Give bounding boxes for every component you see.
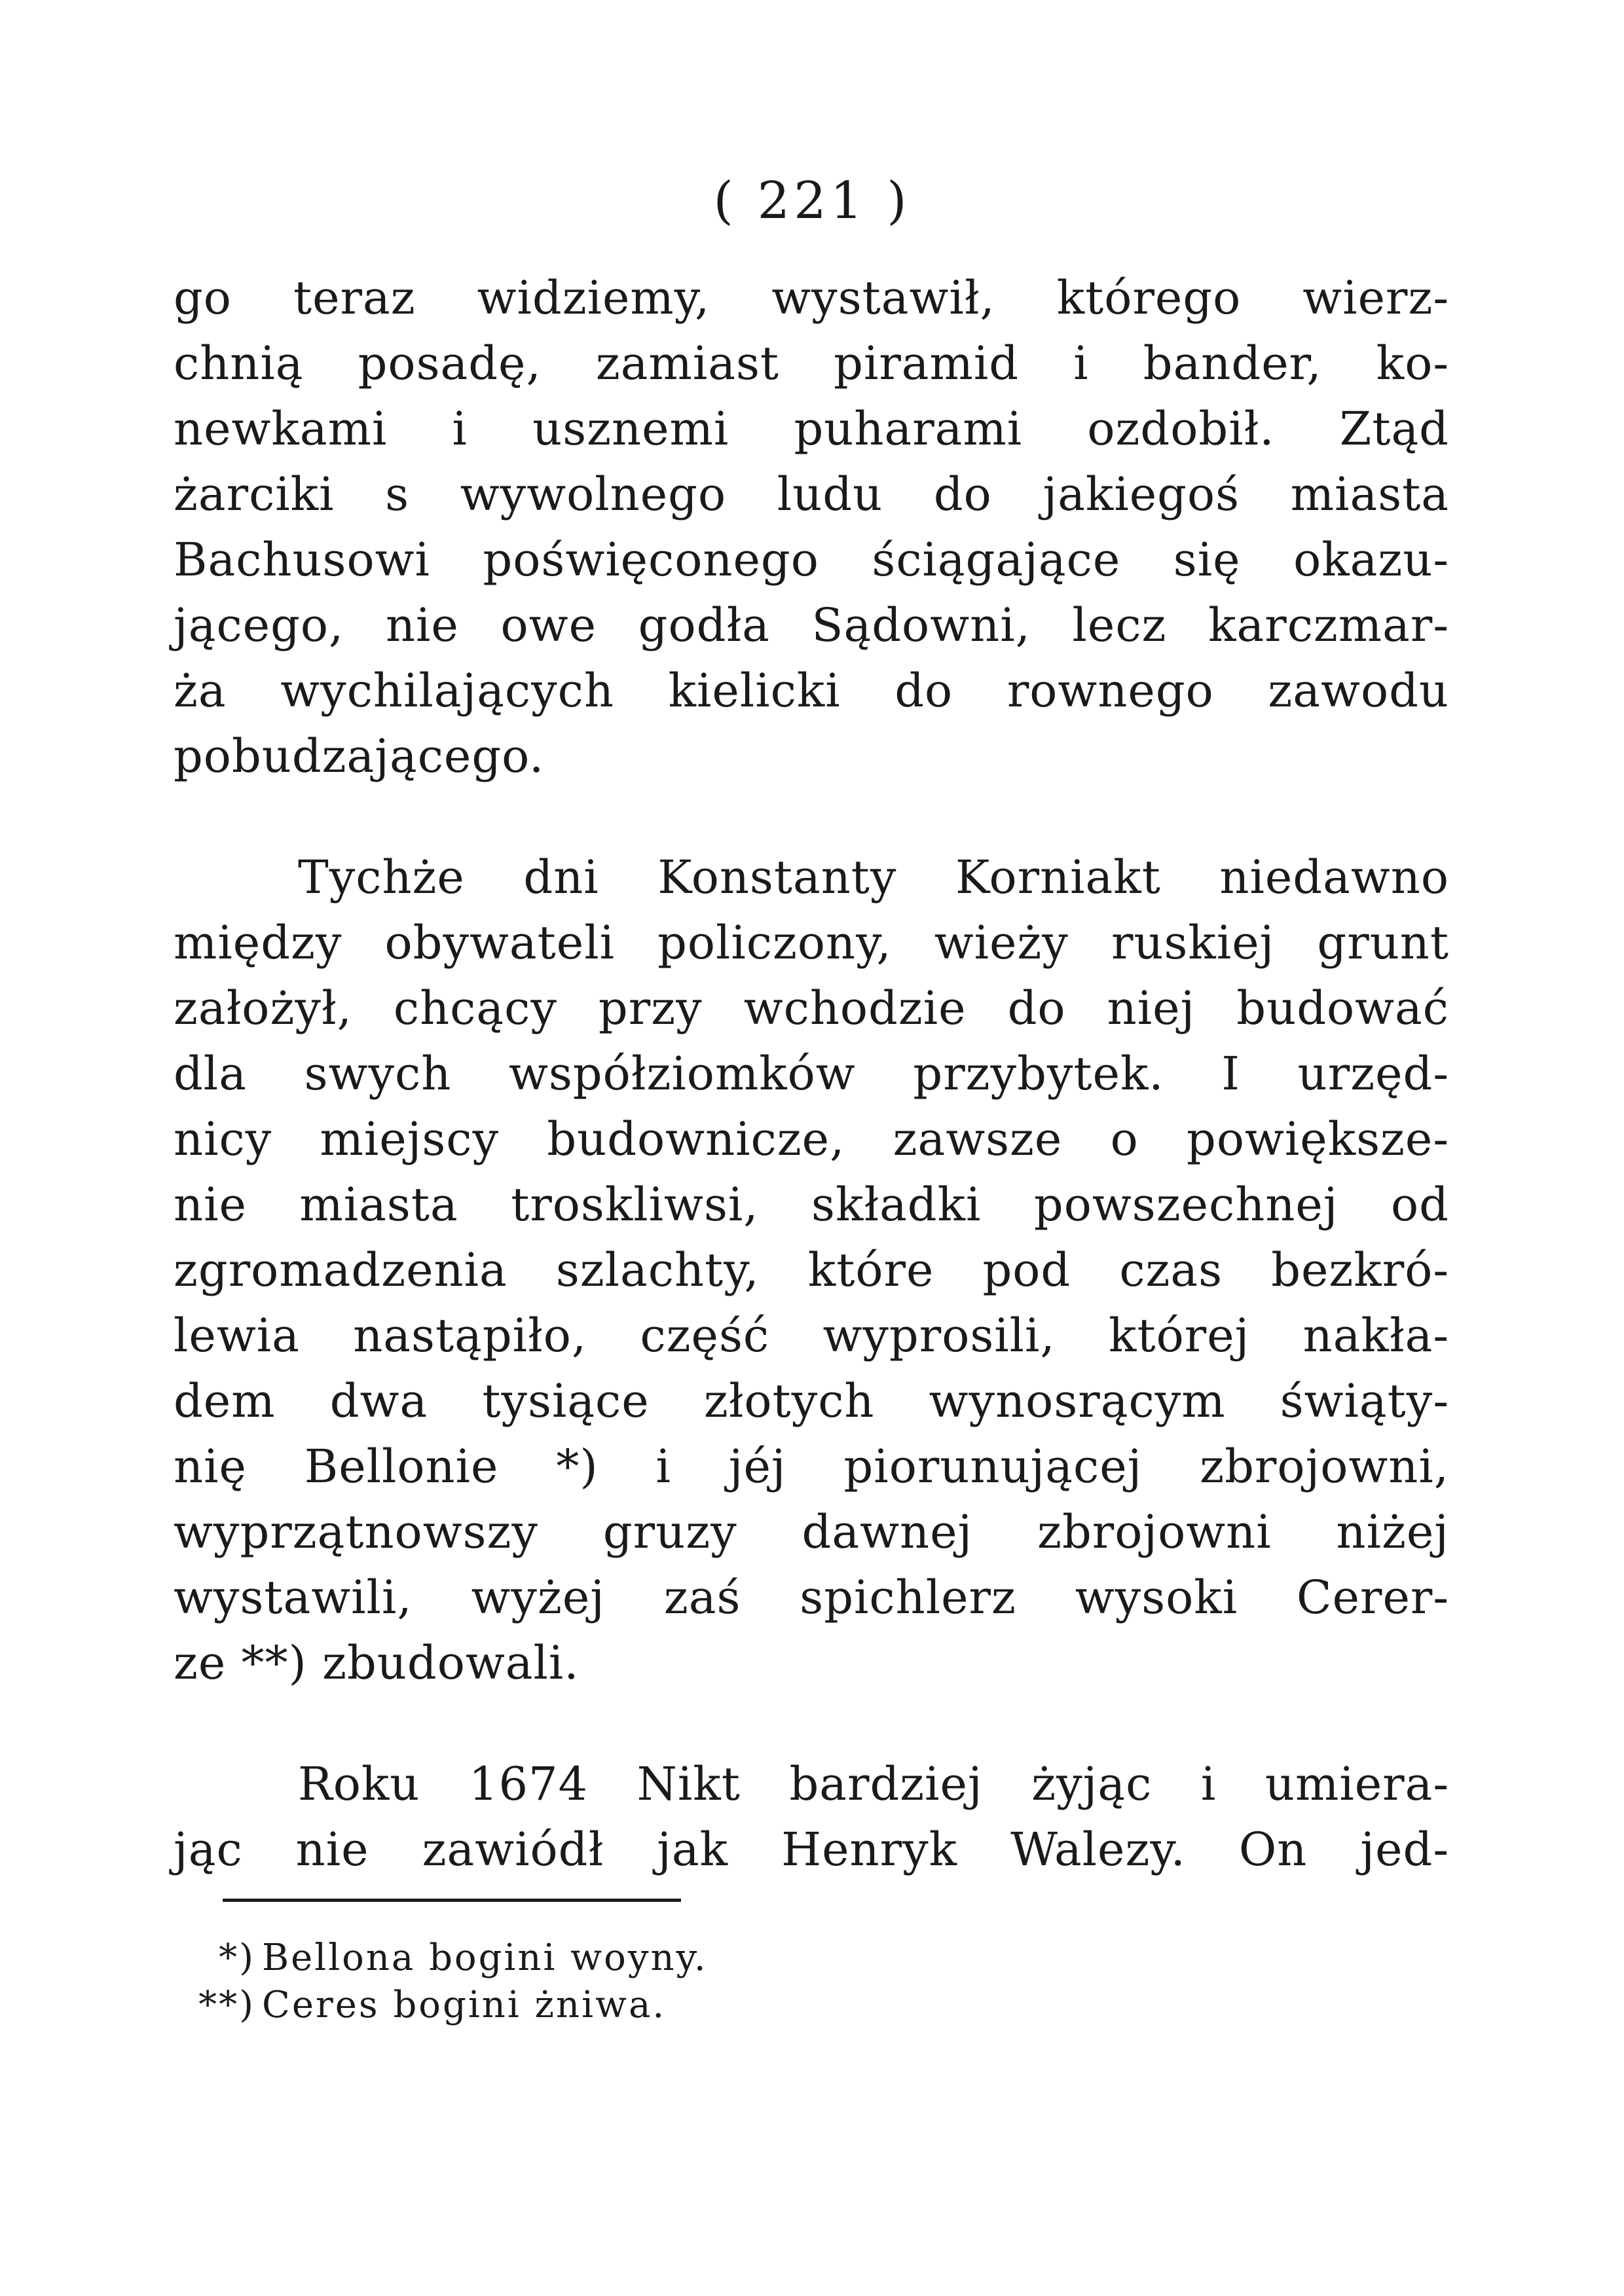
text-line: nię Bellonie *) i jéj piorunującej zbrojowni, <box>174 1440 1449 1493</box>
text-line: nicy miejscy budownicze, zawsze o powiększe- <box>174 1112 1449 1166</box>
text-line: wyprzątnowszy gruzy dawnej zbrojowni niżej <box>174 1505 1449 1559</box>
footnote-text: Bellona bogini woyny. <box>262 1937 708 1979</box>
footnote-marker: **) <box>198 1984 255 2026</box>
text-line: lewia nastąpiło, część wyprosili, której nakła- <box>174 1309 1449 1362</box>
text-line: newkami i usznemi puharami ozdobił. Ztąd <box>174 402 1449 456</box>
text-line: dla swych współziomków przybytek. I urzęd- <box>174 1047 1449 1101</box>
text-line: wystawili, wyżej zaś spichlerz wysoki Cerer- <box>174 1571 1449 1624</box>
footnote-2 <box>157 1982 666 2029</box>
text-line: Bachusowi poświęconego ściągające się okazu- <box>174 533 1449 587</box>
text-line: jąc nie zawiódł jak Henryk Walezy. On jed- <box>174 1823 1449 1876</box>
text-line: między obywateli policzony, wieży ruskiej grunt <box>174 916 1449 970</box>
text-line: pobudzającego. <box>174 729 545 783</box>
text-line: Tychże dni Konstanty Korniakt niedawno <box>298 850 1449 904</box>
text-line: żarciki s wywolnego ludu do jakiegoś miasta <box>174 467 1449 521</box>
text-line: ze **) zbudowali. <box>174 1636 580 1690</box>
footnote-1 <box>157 1935 708 1982</box>
footnote-marker: *) <box>219 1937 255 1979</box>
page-number: ( 221 ) <box>713 172 911 230</box>
text-line: go teraz widziemy, wystawił, którego wierz- <box>174 271 1449 325</box>
footnote-text: Ceres bogini żniwa. <box>262 1984 667 2026</box>
text-line: Roku 1674 Nikt bardziej żyjąc i umiera- <box>298 1757 1449 1811</box>
text-line: ża wychilających kielicki do rownego zawodu <box>174 664 1449 718</box>
text-line: założył, chcący przy wchodzie do niej budować <box>174 981 1449 1035</box>
text-line: dem dwa tysiące złotych wynosrącym świąty- <box>174 1374 1449 1428</box>
footnote-rule <box>223 1899 681 1902</box>
text-line: chnią posadę, zamiast piramid i bander, ko- <box>174 337 1449 390</box>
text-line: zgromadzenia szlachty, które pod czas bezkró- <box>174 1243 1449 1297</box>
text-line: jącego, nie owe godła Sądowni, lecz karczmar- <box>174 598 1449 652</box>
text-line: nie miasta troskliwsi, składki powszechnej od <box>174 1178 1449 1231</box>
